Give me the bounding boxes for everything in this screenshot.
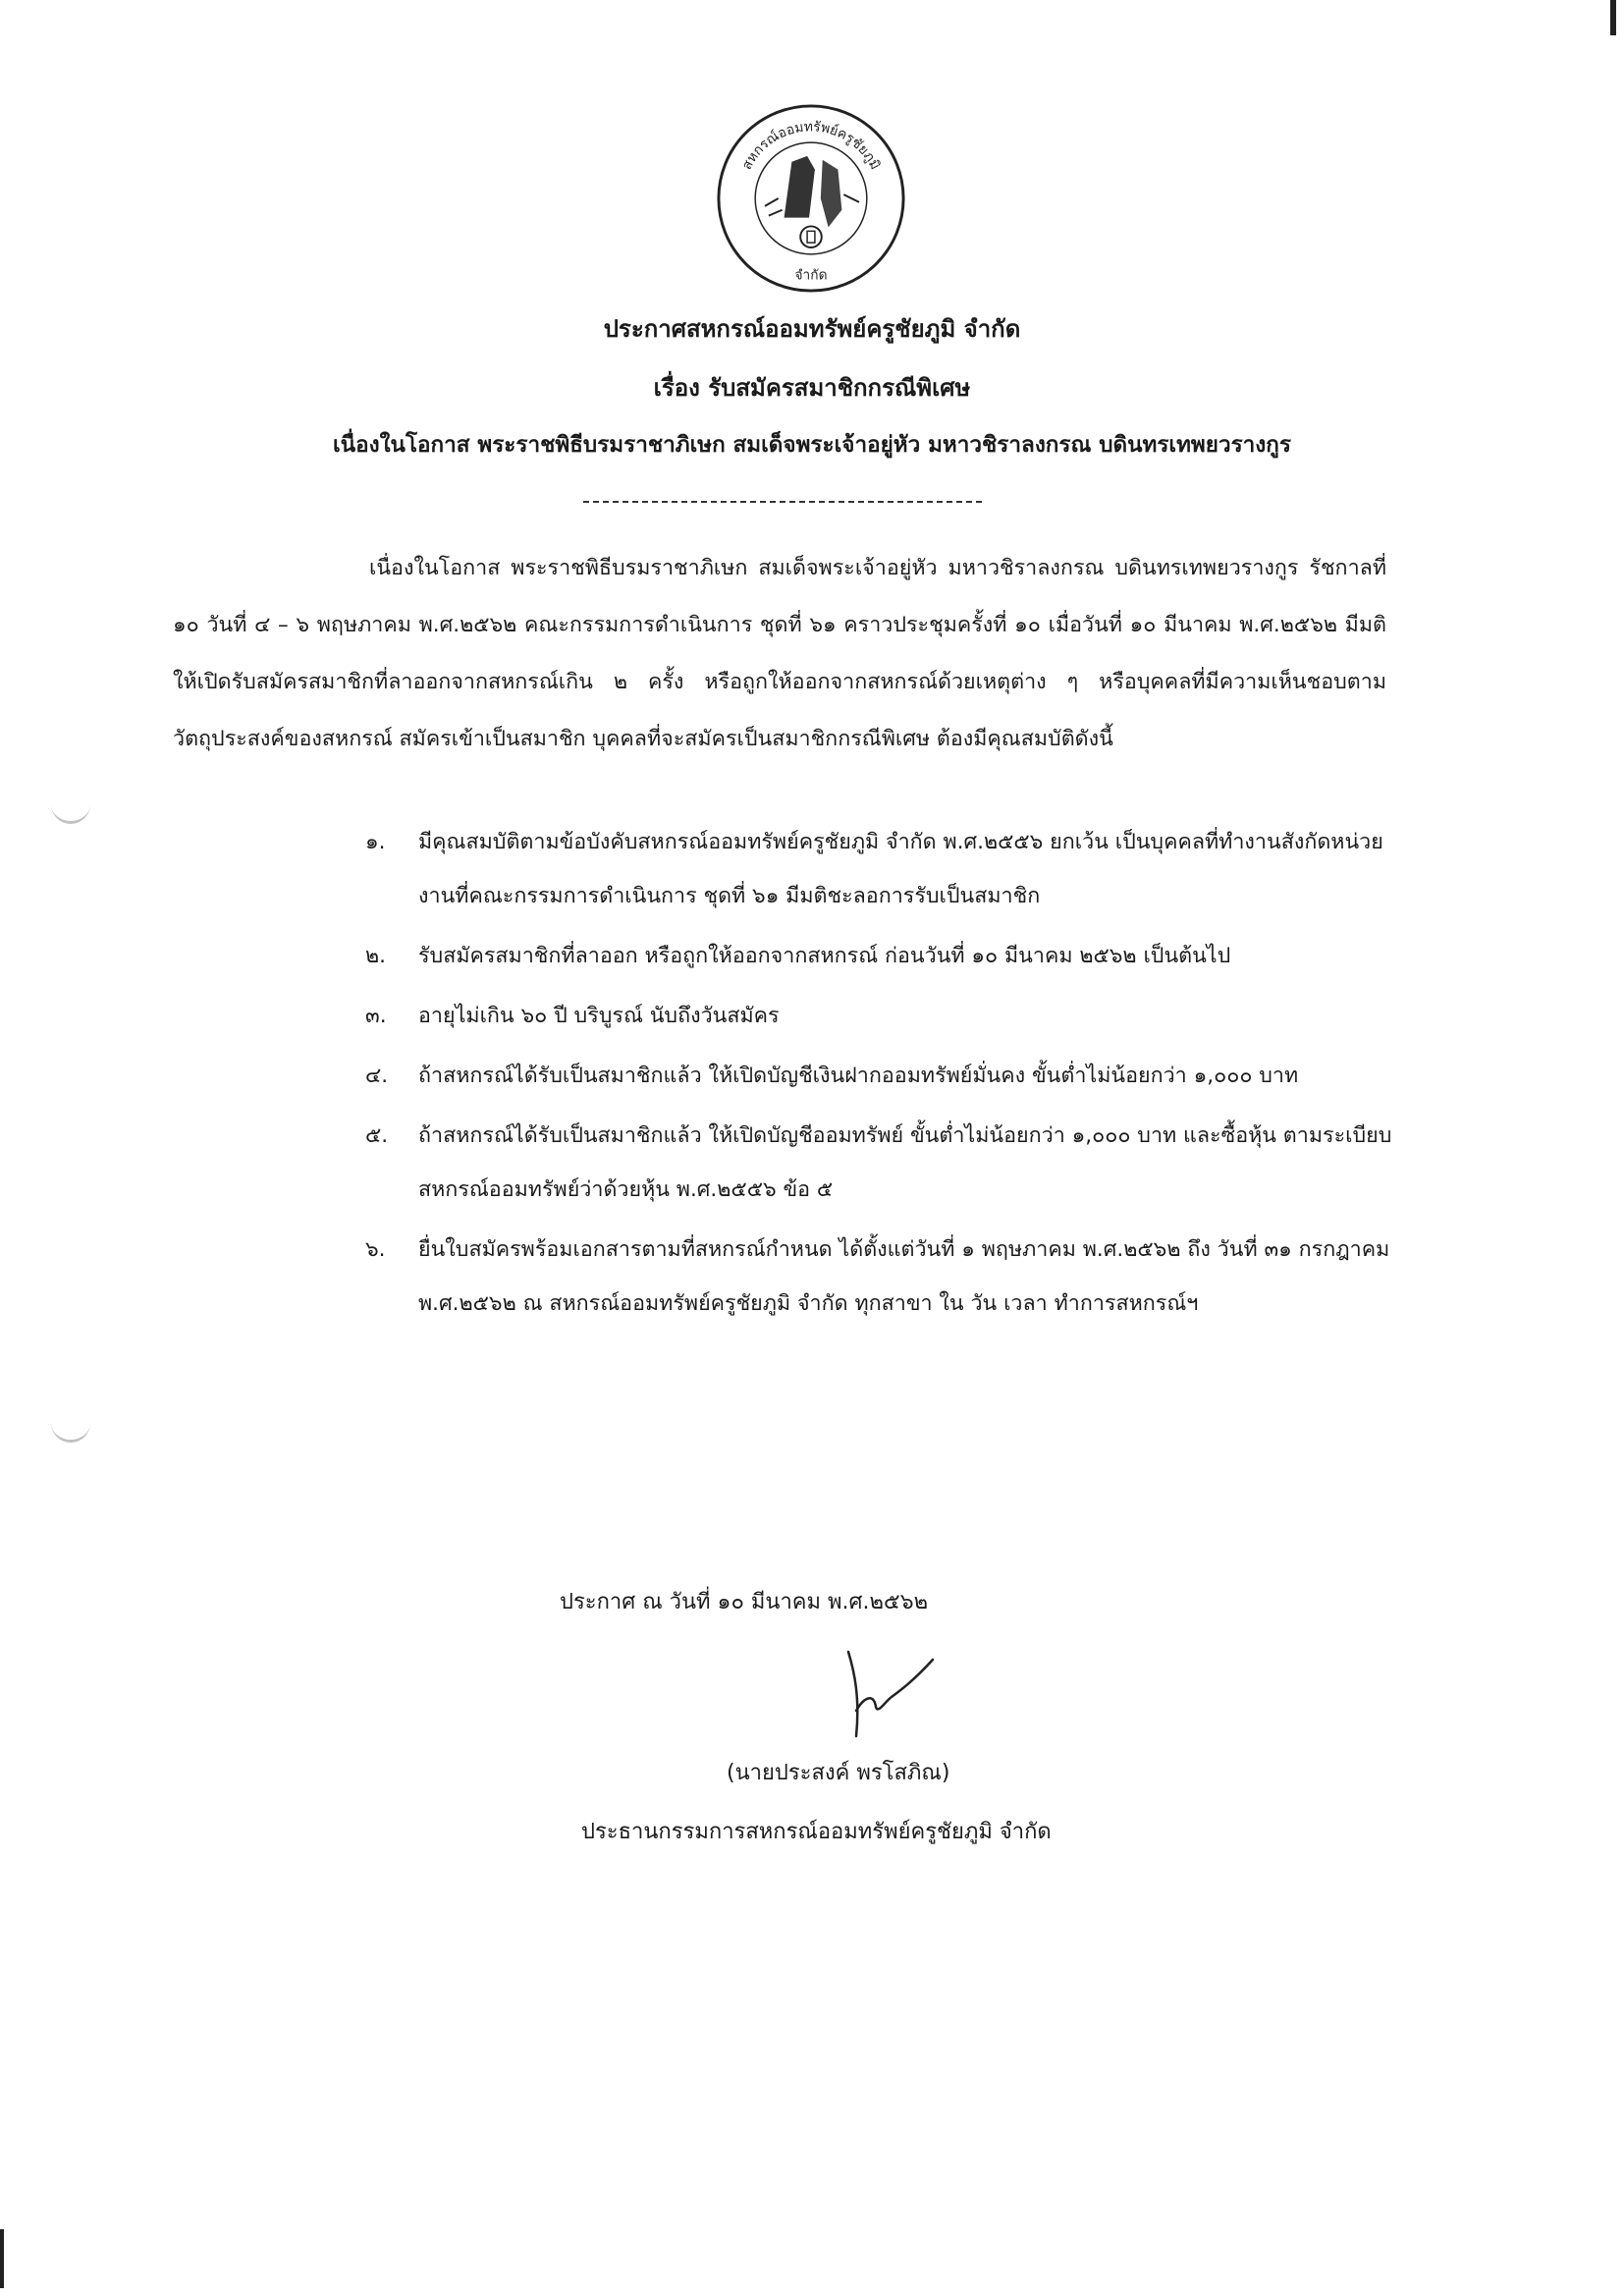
document-title: ประกาศสหกรณ์ออมทรัพย์ครูชัยภูมิ จำกัด — [603, 315, 1021, 343]
qualification-list — [365, 815, 1396, 1337]
list-item-text: รับสมัครสมาชิกที่ลาออก หรือถูกให้ออกจากสหกรณ์ ก่อนวันที่ ๑๐ มีนาคม ๒๕๖๒ เป็นต้นไป — [418, 944, 1231, 968]
seal-graphic — [715, 102, 907, 295]
list-item — [365, 1109, 1396, 1217]
list-item-text: ถ้าสหกรณ์ได้รับเป็นสมาชิกแล้ว ให้เปิดบัญชีออมทรัพย์ ขั้นต่ำไม่น้อยกว่า ๑,๐๐๐ บาท และซื้อหุ้น ตามระเบียบสหกรณ์ออมทรัพย์ว่าด้วยหุ้น พ.ศ.๒๕๕๖ ข้อ ๕ — [418, 1123, 1392, 1202]
scan-edge-mark — [0, 2229, 4, 2288]
list-item — [365, 929, 1396, 983]
list-item-text: อายุไม่เกิน ๖๐ ปี บริบูรณ์ นับถึงวันสมัคร — [418, 1004, 780, 1028]
document-occasion: เนื่องในโอกาส พระราชพิธีบรมราชาภิเษก สมเด็จพระเจ้าอยู่หัว มหาวชิราลงกรณ บดินทรเทพยวรางกูร — [333, 432, 1291, 458]
list-item-text: ถ้าสหกรณ์ได้รับเป็นสมาชิกแล้ว ให้เปิดบัญชีเงินฝากออมทรัพย์มั่นคง ขั้นต่ำไม่น้อยกว่า ๑,๐๐๐ บาท — [418, 1064, 1299, 1088]
announcement-date: ประกาศ ณ วันที่ ๑๐ มีนาคม พ.ศ.๒๕๖๒ — [560, 1590, 929, 1614]
handwritten-signature — [831, 1642, 939, 1750]
body-paragraph-text: เนื่องในโอกาส พระราชพิธีบรมราชาภิเษก สมเด็จพระเจ้าอยู่หัว มหาวชิราลงกรณ บดินทรเทพยวรางกูร รัชกาลที่ ๑๐ วันที่ ๔ – ๖ พฤษภาคม พ.ศ.๒๕๖๒ คณะกรรมการดำเนินการ ชุดที่ ๖๑ คราวประชุมครั้งที่ ๑๐ เมื่อวันที่ ๑๐ มีนาคม พ.ศ.๒๕๖๒ มีมติให้เปิดรับสมัครสมาชิกที่ลาออกจากสหกรณ์เกิน ๒ ครั้ง หรือถูกให้ออกจากสหกรณ์ด้วยเหตุต่าง ๆ หรือบุคคลที่มีความเห็นชอบตามวัตถุประสงค์ของสหกรณ์ สมัครเข้าเป็นสมาชิก บุคคลที่จะสมัครเป็นสมาชิกกรณีพิเศษ ต้องมีคุณสมบัติดังนี้ — [173, 556, 1386, 751]
list-item-number: ๓. — [365, 1004, 387, 1028]
punch-hole-mark — [51, 1410, 90, 1443]
punch-hole-mark — [51, 792, 90, 824]
list-item-number: ๕. — [365, 1123, 389, 1148]
seal-ring-text: สหกรณ์ออมทรัพย์ครูชัยภูมิ — [738, 119, 884, 173]
signer-title: ประธานกรรมการสหกรณ์ออมทรัพย์ครูชัยภูมิ จำกัด — [581, 1820, 1052, 1844]
heading-divider — [583, 501, 982, 503]
document-subject: เรื่อง รับสมัครสมาชิกกรณีพิเศษ — [653, 374, 971, 402]
body-paragraph — [173, 540, 1386, 768]
list-item — [365, 1223, 1396, 1331]
seal-bottom-text: จำกัด — [794, 267, 828, 284]
signer-name: (นายประสงค์ พรโสภิณ) — [727, 1761, 950, 1785]
cooperative-seal-logo — [715, 102, 907, 295]
list-item-number: ๑. — [365, 830, 386, 854]
scan-edge-mark — [1610, 0, 1616, 35]
list-item-text: ยื่นใบสมัครพร้อมเอกสารตามที่สหกรณ์กำหนด ได้ตั้งแต่วันที่ ๑ พฤษภาคม พ.ศ.๒๕๖๒ ถึง วันที่ ๓๑ กรกฎาคม พ.ศ.๒๕๖๒ ณ สหกรณ์ออมทรัพย์ครูชัยภูมิ จำกัด ทุกสาขา ใน วัน เวลา ทำการสหกรณ์ฯ — [418, 1237, 1390, 1316]
list-item-number: ๒. — [365, 944, 387, 968]
list-item-number: ๔. — [365, 1064, 389, 1088]
list-item-number: ๖. — [365, 1237, 386, 1262]
list-item — [365, 989, 1396, 1043]
list-item — [365, 1049, 1396, 1103]
list-item-text: มีคุณสมบัติตามข้อบังคับสหกรณ์ออมทรัพย์ครูชัยภูมิ จำกัด พ.ศ.๒๕๕๖ ยกเว้น เป็นบุคคลที่ทำงานสังกัดหน่วยงานที่คณะกรรมการดำเนินการ ชุดที่ ๖๑ มีมติชะลอการรับเป็นสมาชิก — [418, 830, 1383, 908]
list-item — [365, 815, 1396, 923]
